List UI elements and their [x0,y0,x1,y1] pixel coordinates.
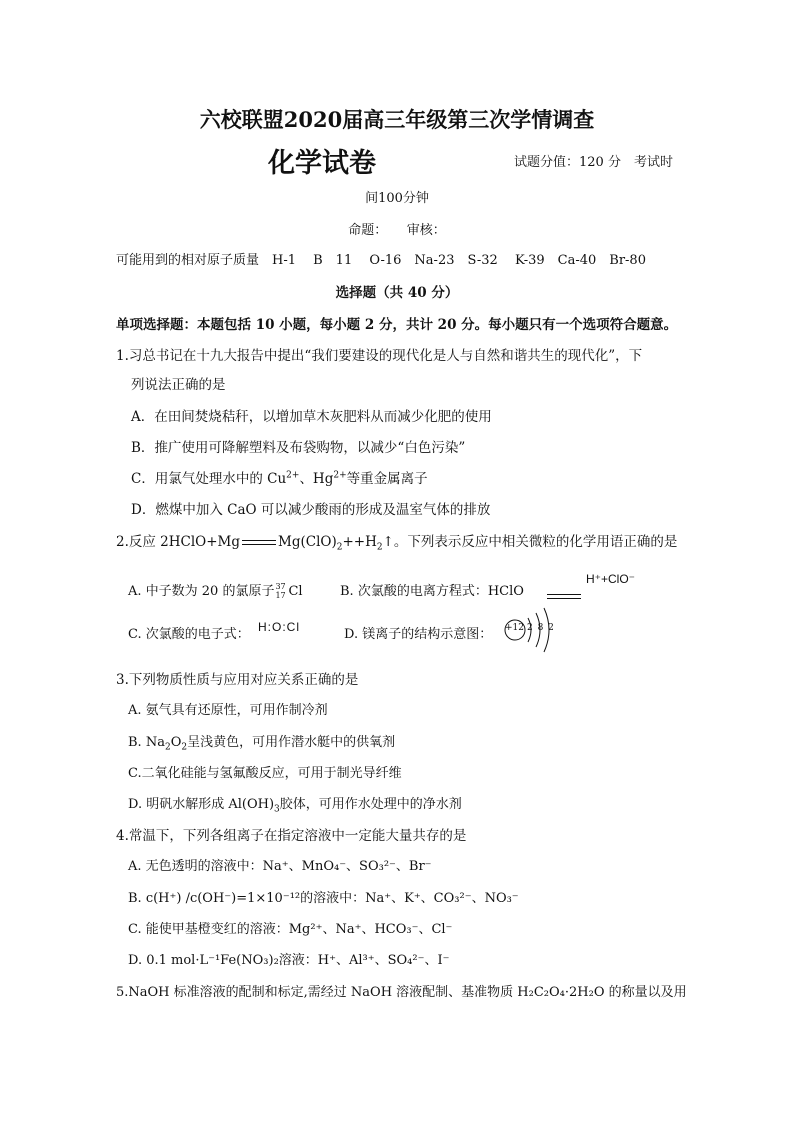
atomic-mass-list: 可能用到的相对原子质量 H-1 B 11 O-16 Na-23 S-32 K-39 Ca-40 Br-80 [116,253,646,268]
q1-stem-line1: 1.习总书记在十九大报告中提出“我们要建设的现代化是人与自然和谐共生的现代化”，下 [116,348,643,364]
equals-sign-icon [242,539,276,547]
q4-option-a: A. 无色透明的溶液中：Na⁺、MnO₄⁻、SO₃²⁻、Br⁻ [128,859,432,874]
q4-option-b: B. c(H⁺) /c(OH⁻)=1×10⁻¹²的溶液中：Na⁺、K⁺、CO₃²⁻、NO₃⁻ [128,891,519,906]
q3-option-a: A. 氨气具有还原性，可用作制冷剂 [128,703,328,718]
section-title: 选择题（共 40 分） [335,285,459,301]
q4-option-d: D. 0.1 mol·L⁻¹Fe(NO₃)₂溶液：H⁺、Al³⁺、SO₄²⁻、I⁻ [128,953,450,968]
equals-sign-icon [547,593,581,601]
q3-option-c: C.二氧化硅能与氢氟酸反应，可用于制光导纤维 [128,766,402,781]
mg-nucleus-label: +12 [505,623,524,633]
score-time-info: 试题分值：120 分 考试时 [514,155,673,170]
q2-option-b: B. 次氯酸的电离方程式：HClO [340,584,524,599]
q3-stem: 3.下列物质性质与应用对应关系正确的是 [116,672,359,688]
q4-option-c: C. 能使甲基橙变红的溶液：Mg²⁺、Na⁺、HCO₃⁻、Cl⁻ [128,922,453,937]
q1-option-c: C．用氯气处理水中的 $Cu^{2+}$、$Hg^{2+}$等重金属离子 [131,470,428,487]
isotope-notation: 37 17 [275,581,286,600]
q1-option-b: B．推广使用可降解塑料及布袋购物，以减少“白色污染” [131,440,466,456]
q1-option-d: D．燃煤中加入 CaO 可以减少酸雨的形成及温室气体的排放 [131,502,491,518]
electron-formula: H:O:Cl [258,620,300,634]
q2-option-b-ions: H⁺+ClO⁻ [586,572,636,586]
q1-option-a: A．在田间焚烧秸秆，以增加草木灰肥料从而减少化肥的使用 [131,409,492,425]
q3-option-b: B. $Na_2O_2$呈浅黄色，可用作潜水艇中的供氧剂 [128,735,396,753]
q2-option-d: D. 镁离子的结构示意图： [344,627,493,642]
q5-stem: 5.NaOH 标准溶液的配制和标定,需经过 NaOH 溶液配制、基准物质 H₂C₂O₄·2H₂O 的称量以及用 [116,985,687,1000]
mg-shell-electrons: 2 8 2 [527,623,555,633]
exam-duration: 间100分钟 [365,191,429,206]
q2-stem: 2.反应 2HClO+Mg $Mg(ClO)_2++H_2↑$。下列表示反应中相关微粒的化学用语正确的是 [116,534,678,553]
q4-stem: 4.常温下，下列各组离子在指定溶液中一定能大量共存的是 [116,828,467,844]
q3-option-d: D. 明矾水解形成 $Al(OH)_3$胶体，可用作水处理中的净水剂 [128,797,462,815]
q2-option-c: C. 次氯酸的电子式： [128,627,250,642]
section-instruction: 单项选择题：本题包括 10 小题，每小题 2 分，共计 20 分。每小题只有一个选项符合题意。 [116,317,678,333]
subject-title: 化学试卷 [268,148,376,179]
q1-stem-line2: 列说法正确的是 [131,377,226,393]
exam-title: 六校联盟2020届高三年级第三次学情调查 [199,107,595,132]
author-reviewer: 命题： 审核： [348,223,446,238]
q2-option-a: A. 中子数为 20 的氯原子 37 17 Cl [128,581,303,600]
